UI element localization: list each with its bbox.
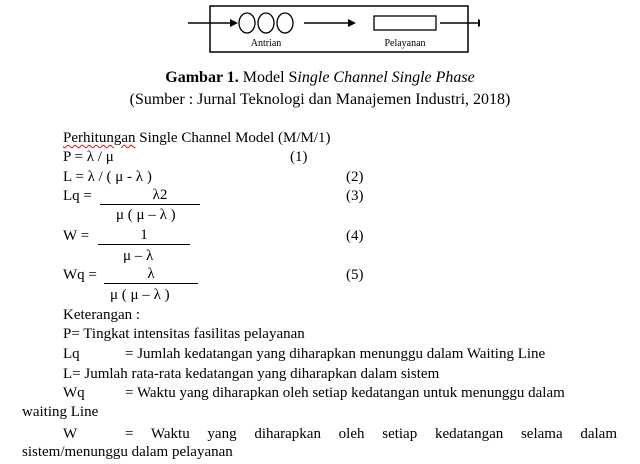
input-arrow-head [230,19,238,27]
queue-circle [258,13,274,33]
formula-numerator [100,187,200,205]
legend-l: L= Jumlah rata-rata kedatangan yang diharapkan dalam sistem [63,366,440,382]
queue-circle [277,13,293,33]
formula-denominator: μ ( μ – λ ) [110,287,170,303]
formula-numerator [104,266,198,284]
legend-symbol: Lq [63,346,80,362]
legend-lq [63,345,545,363]
legend-desc: = Jumlah kedatangan yang diharapkan menunggu dalam Waiting Line [125,346,546,362]
formula-lq [63,187,92,205]
legend-desc: = Waktu yang diharapkan oleh setiap kedatangan selama dalam [125,426,617,442]
legend-p: P= Tingkat intensitas fasilitas pelayanan [63,326,305,342]
legend-wq [63,384,617,402]
formula-lhs: W = [63,228,90,244]
formula-denominator: μ – λ [123,248,154,264]
legend-title: Keterangan : [63,307,141,323]
caption-prefix: Model S [238,69,298,86]
numerator-text: λ [147,266,155,282]
middle-arrow-head [348,19,356,27]
legend-w-cont: sistem/menunggu dalam pelayanan [22,444,233,460]
heading-rest: Single Channel Model (M/M/1) [135,130,331,146]
legend-desc: = Waktu yang diharapkan oleh setiap kedatangan untuk menunggu dalam [125,385,565,401]
legend-symbol: Wq [63,385,85,401]
output-arrow-head [478,19,480,27]
legend-symbol: W [63,426,78,442]
formula-lhs: P = [63,149,87,165]
queue-model-diagram [180,4,480,60]
formula-lhs: Wq = [63,267,97,283]
formula-wq [63,266,97,284]
caption-italic: ingle Channel Single Phase [297,69,475,86]
server-label: Pelayanan [384,38,426,49]
heading-underlined: Perhitungan [63,130,136,146]
caption-label: Gambar 1. [165,69,239,86]
formula-numerator [98,227,190,245]
formula-number: (2) [346,169,364,185]
queue-circle [239,13,255,33]
formula-lhs: L = [63,169,88,185]
queue-label: Antrian [250,38,282,49]
legend-wq-cont: waiting Line [22,404,99,420]
formula-denominator: μ ( μ – λ ) [116,207,176,223]
legend-w [63,425,617,443]
formula-number: (3) [346,188,364,204]
figure-source: (Sumber : Jurnal Teknologi dan Manajemen Industri, 2018) [129,91,511,108]
numerator-text: 1 [140,227,148,243]
formula-p [63,148,114,166]
formula-number: (4) [346,228,364,244]
section-heading [63,129,331,147]
formula-lhs: Lq = [63,188,92,204]
formula-l [63,168,152,186]
formula-number: (5) [346,267,364,283]
numerator-text: λ2 [152,187,168,203]
server-box [374,16,436,30]
figure-caption [0,68,640,87]
formula-number: (1) [290,149,308,165]
formula-expr: λ / ( μ - λ ) [87,169,152,185]
formula-expr: λ / μ [86,149,114,165]
formula-w [63,227,89,245]
